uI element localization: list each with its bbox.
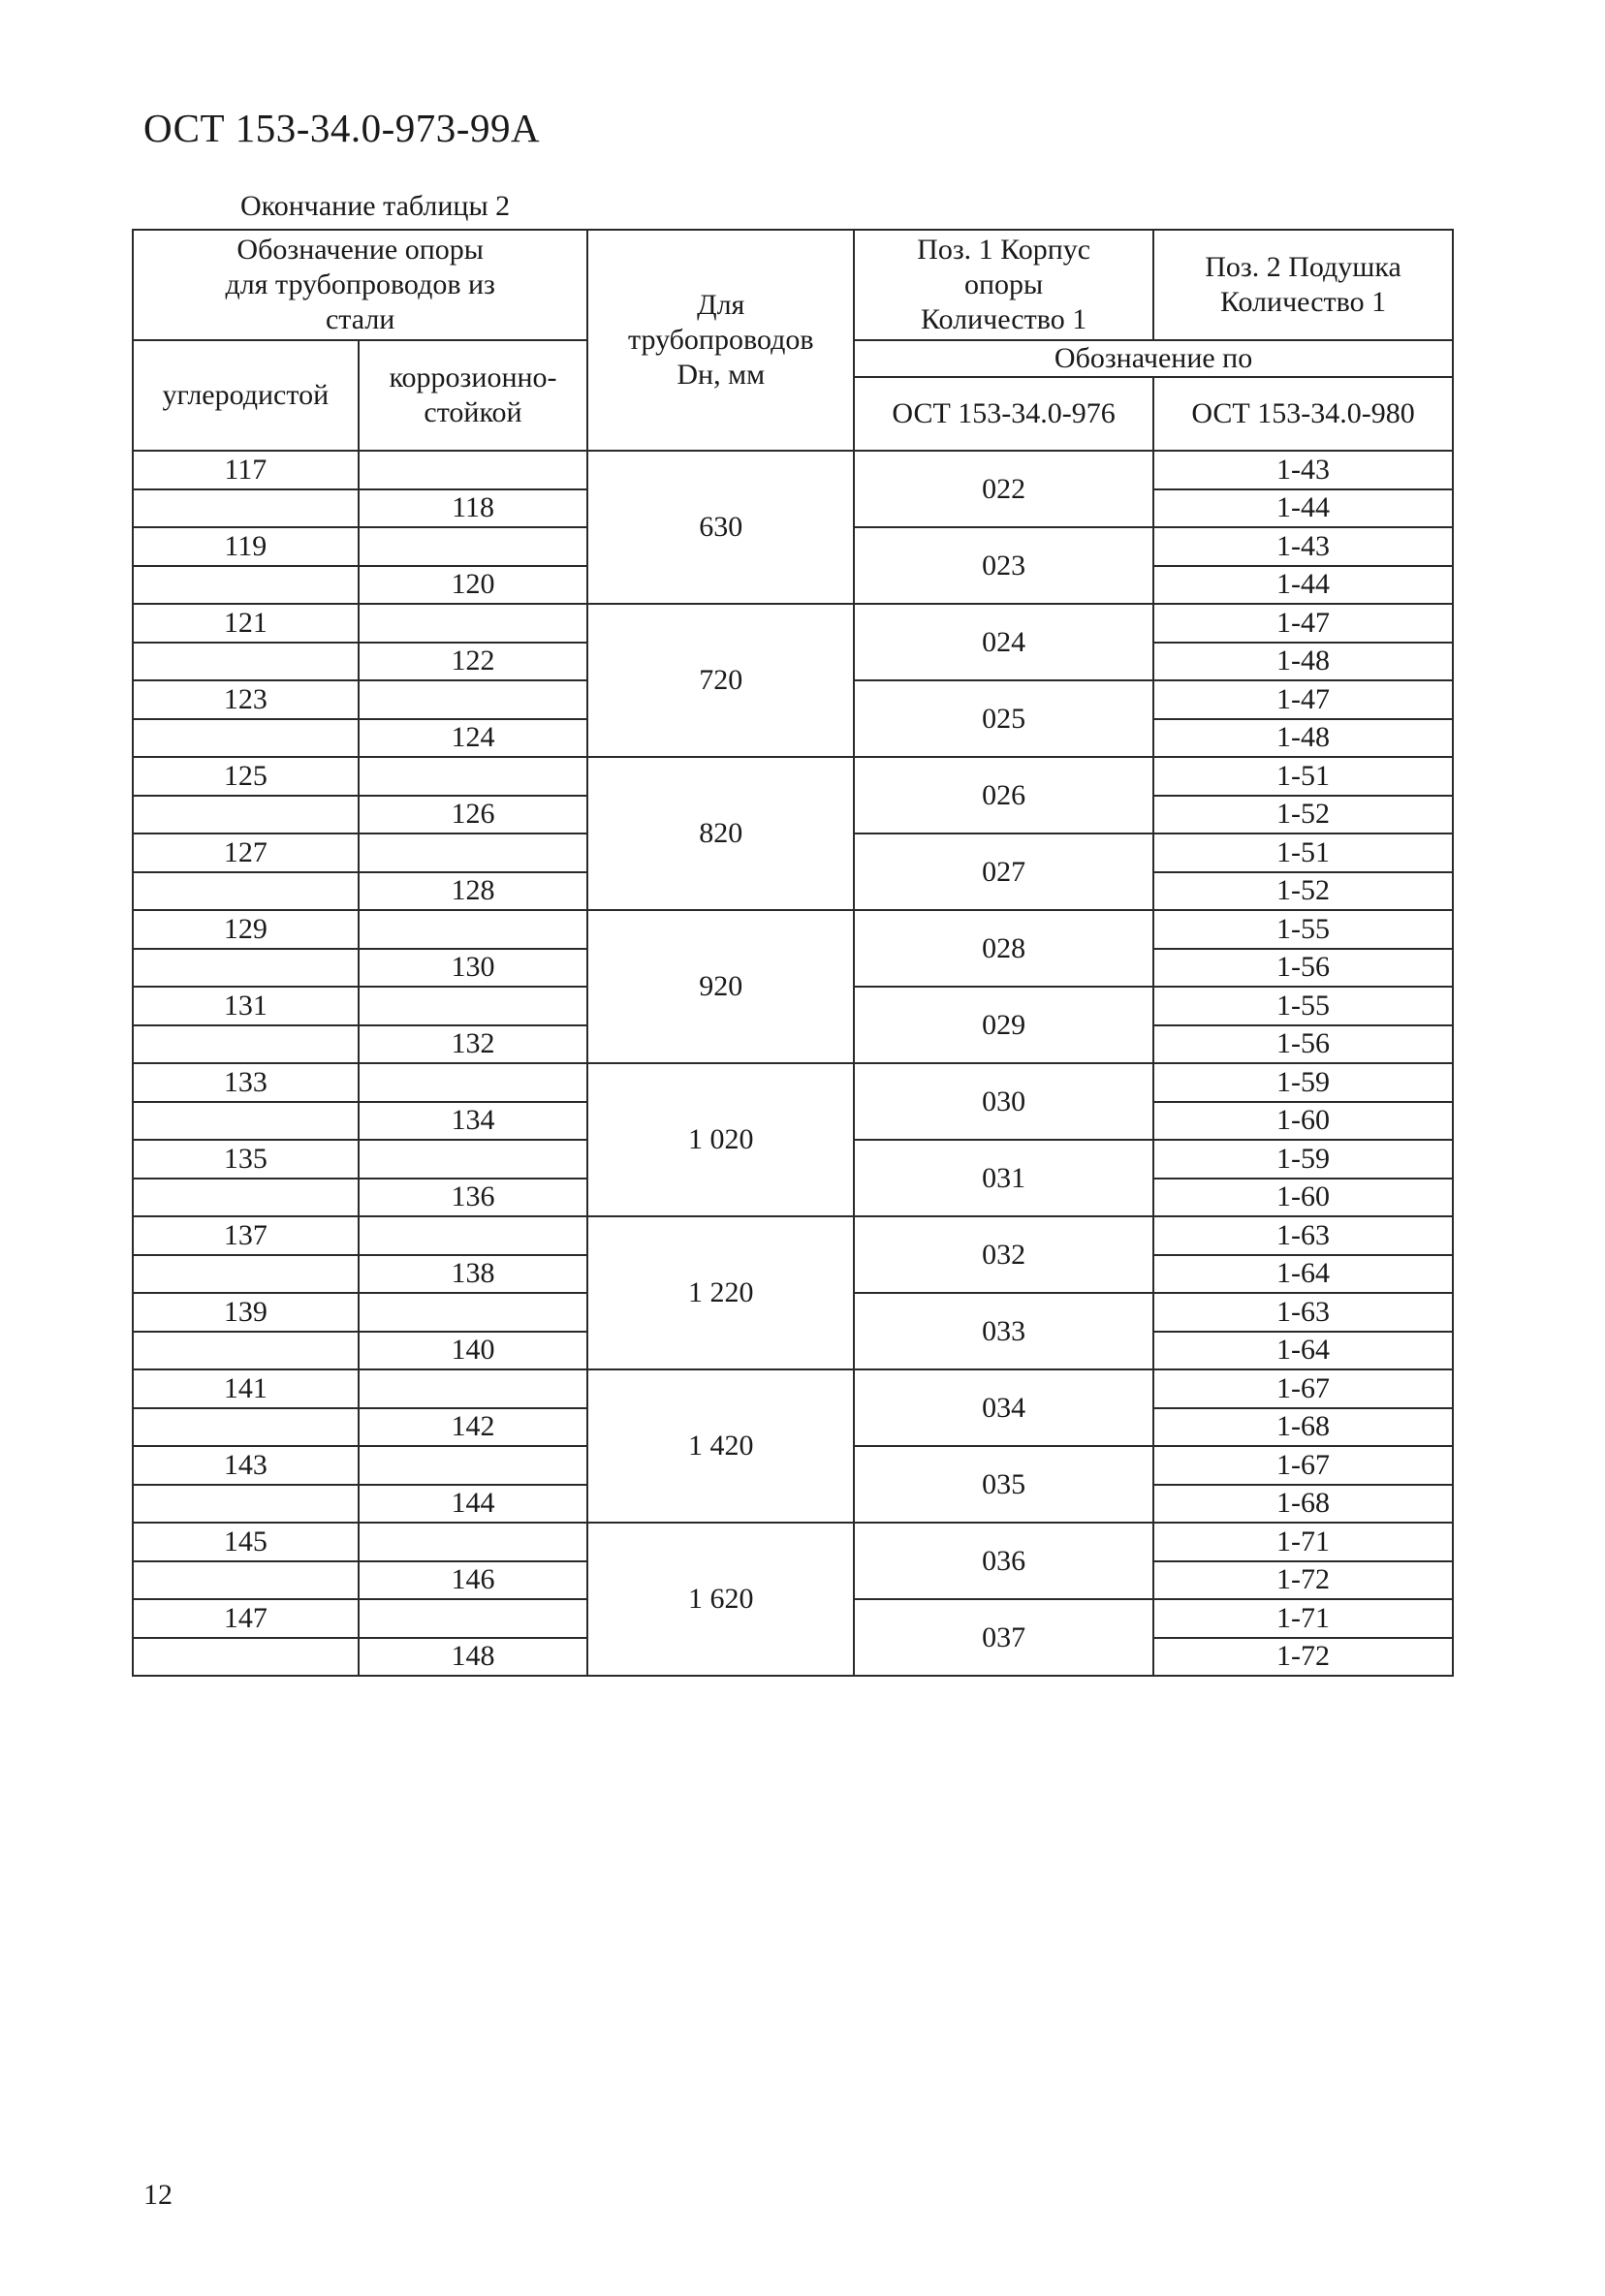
cell-carbon: 127 <box>133 833 359 872</box>
header-pos2 <box>1153 230 1453 340</box>
cell-diameter: 630 <box>587 451 854 604</box>
cell-stainless <box>359 1523 588 1561</box>
cell-pad: 1-71 <box>1153 1599 1453 1638</box>
cell-carbon: 135 <box>133 1140 359 1179</box>
cell-carbon: 141 <box>133 1369 359 1408</box>
cell-carbon: 139 <box>133 1293 359 1332</box>
cell-stainless <box>359 1293 588 1332</box>
cell-carbon <box>133 643 359 681</box>
cell-pad: 1-43 <box>1153 451 1453 489</box>
table-row <box>133 910 1453 949</box>
cell-stainless <box>359 1599 588 1638</box>
cell-pad: 1-68 <box>1153 1408 1453 1447</box>
cell-body: 030 <box>854 1063 1153 1140</box>
header-std-980: ОСТ 153-34.0-980 <box>1153 377 1453 451</box>
cell-carbon <box>133 1179 359 1217</box>
cell-carbon <box>133 1638 359 1677</box>
cell-carbon <box>133 1025 359 1064</box>
cell-stainless: 132 <box>359 1025 588 1064</box>
cell-pad: 1-44 <box>1153 566 1453 605</box>
cell-pad: 1-67 <box>1153 1369 1453 1408</box>
cell-stainless <box>359 451 588 489</box>
cell-stainless: 140 <box>359 1332 588 1370</box>
cell-stainless <box>359 604 588 643</box>
cell-carbon: 137 <box>133 1216 359 1255</box>
cell-pad: 1-60 <box>1153 1179 1453 1217</box>
cell-carbon: 123 <box>133 680 359 719</box>
cell-pad: 1-56 <box>1153 1025 1453 1064</box>
cell-carbon <box>133 719 359 758</box>
cell-body: 033 <box>854 1293 1153 1369</box>
cell-pad: 1-52 <box>1153 872 1453 911</box>
cell-pad: 1-43 <box>1153 527 1453 566</box>
cell-stainless <box>359 910 588 949</box>
cell-pad: 1-72 <box>1153 1561 1453 1600</box>
cell-pad: 1-71 <box>1153 1523 1453 1561</box>
cell-pad: 1-47 <box>1153 680 1453 719</box>
header-pos1-text: Поз. 1 Корпус опоры Количество 1 <box>917 234 1091 335</box>
cell-carbon <box>133 1102 359 1141</box>
table-row <box>133 1063 1453 1102</box>
header-std-976: ОСТ 153-34.0-976 <box>854 377 1153 451</box>
cell-body: 024 <box>854 604 1153 680</box>
header-carbon: углеродистой <box>133 340 359 451</box>
cell-stainless <box>359 757 588 796</box>
cell-carbon: 119 <box>133 527 359 566</box>
cell-pad: 1-63 <box>1153 1216 1453 1255</box>
cell-body: 023 <box>854 527 1153 604</box>
cell-diameter: 1 220 <box>587 1216 854 1369</box>
cell-body: 031 <box>854 1140 1153 1216</box>
table-row <box>133 1369 1453 1408</box>
cell-stainless: 128 <box>359 872 588 911</box>
header-designation-by: Обозначение по <box>854 340 1453 377</box>
cell-pad: 1-64 <box>1153 1332 1453 1370</box>
header-diameter-text: Для трубопроводов Dн, мм <box>627 289 814 391</box>
cell-pad: 1-72 <box>1153 1638 1453 1677</box>
header-stainless-text: коррозионно-стойкой <box>389 362 557 428</box>
cell-stainless: 136 <box>359 1179 588 1217</box>
cell-stainless: 130 <box>359 949 588 988</box>
cell-diameter: 1 420 <box>587 1369 854 1523</box>
cell-body: 034 <box>854 1369 1153 1446</box>
table-row <box>133 451 1453 489</box>
table-row <box>133 757 1453 796</box>
cell-body: 035 <box>854 1446 1153 1523</box>
cell-pad: 1-55 <box>1153 987 1453 1025</box>
cell-carbon <box>133 1485 359 1524</box>
cell-carbon: 121 <box>133 604 359 643</box>
cell-pad: 1-60 <box>1153 1102 1453 1141</box>
table-caption: Окончание таблицы 2 <box>240 190 511 222</box>
support-table <box>132 229 1454 1677</box>
cell-pad: 1-55 <box>1153 910 1453 949</box>
cell-pad: 1-44 <box>1153 489 1453 528</box>
cell-stainless <box>359 833 588 872</box>
cell-carbon: 117 <box>133 451 359 489</box>
cell-pad: 1-64 <box>1153 1255 1453 1294</box>
cell-stainless: 134 <box>359 1102 588 1141</box>
cell-pad: 1-48 <box>1153 719 1453 758</box>
cell-body: 022 <box>854 451 1153 527</box>
cell-stainless <box>359 1063 588 1102</box>
cell-body: 027 <box>854 833 1153 910</box>
cell-diameter: 1 020 <box>587 1063 854 1216</box>
cell-carbon <box>133 872 359 911</box>
cell-stainless: 142 <box>359 1408 588 1447</box>
cell-pad: 1-51 <box>1153 833 1453 872</box>
cell-stainless: 144 <box>359 1485 588 1524</box>
cell-carbon <box>133 1332 359 1370</box>
cell-stainless <box>359 527 588 566</box>
cell-stainless: 146 <box>359 1561 588 1600</box>
cell-pad: 1-68 <box>1153 1485 1453 1524</box>
cell-carbon: 129 <box>133 910 359 949</box>
cell-pad: 1-51 <box>1153 757 1453 796</box>
cell-stainless <box>359 680 588 719</box>
cell-pad: 1-52 <box>1153 796 1453 834</box>
cell-body: 028 <box>854 910 1153 987</box>
cell-body: 025 <box>854 680 1153 757</box>
cell-carbon: 143 <box>133 1446 359 1485</box>
cell-carbon: 131 <box>133 987 359 1025</box>
cell-stainless: 124 <box>359 719 588 758</box>
cell-stainless <box>359 987 588 1025</box>
cell-stainless: 120 <box>359 566 588 605</box>
cell-body: 037 <box>854 1599 1153 1676</box>
cell-pad: 1-59 <box>1153 1063 1453 1102</box>
cell-diameter: 720 <box>587 604 854 757</box>
cell-stainless <box>359 1369 588 1408</box>
cell-diameter: 1 620 <box>587 1523 854 1676</box>
header-pos1 <box>854 230 1153 340</box>
cell-diameter: 820 <box>587 757 854 910</box>
cell-pad: 1-59 <box>1153 1140 1453 1179</box>
cell-carbon <box>133 1255 359 1294</box>
cell-diameter: 920 <box>587 910 854 1063</box>
cell-body: 029 <box>854 987 1153 1063</box>
cell-stainless: 126 <box>359 796 588 834</box>
header-designation <box>133 230 587 340</box>
table-row <box>133 604 1453 643</box>
header-pos2-text: Поз. 2 Подушка Количество 1 <box>1205 251 1401 318</box>
cell-stainless <box>359 1216 588 1255</box>
cell-stainless <box>359 1446 588 1485</box>
document-header: ОСТ 153-34.0-973-99А <box>143 106 541 150</box>
cell-carbon <box>133 1408 359 1447</box>
header-diameter <box>587 230 854 451</box>
cell-stainless <box>359 1140 588 1179</box>
cell-body: 026 <box>854 757 1153 833</box>
cell-stainless: 122 <box>359 643 588 681</box>
cell-carbon: 147 <box>133 1599 359 1638</box>
cell-carbon <box>133 949 359 988</box>
cell-carbon <box>133 566 359 605</box>
cell-stainless: 138 <box>359 1255 588 1294</box>
cell-stainless: 118 <box>359 489 588 528</box>
cell-pad: 1-63 <box>1153 1293 1453 1332</box>
cell-body: 032 <box>854 1216 1153 1293</box>
table-row <box>133 1523 1453 1561</box>
cell-body: 036 <box>854 1523 1153 1599</box>
cell-pad: 1-48 <box>1153 643 1453 681</box>
cell-carbon <box>133 796 359 834</box>
page-number: 12 <box>143 2179 173 2211</box>
table-row <box>133 1216 1453 1255</box>
cell-carbon <box>133 1561 359 1600</box>
cell-carbon: 145 <box>133 1523 359 1561</box>
header-stainless <box>359 340 588 451</box>
cell-carbon <box>133 489 359 528</box>
cell-carbon: 133 <box>133 1063 359 1102</box>
header-designation-text: Обозначение опоры для трубопроводов из стали <box>225 234 495 335</box>
cell-stainless: 148 <box>359 1638 588 1677</box>
cell-pad: 1-67 <box>1153 1446 1453 1485</box>
cell-carbon: 125 <box>133 757 359 796</box>
cell-pad: 1-56 <box>1153 949 1453 988</box>
cell-pad: 1-47 <box>1153 604 1453 643</box>
